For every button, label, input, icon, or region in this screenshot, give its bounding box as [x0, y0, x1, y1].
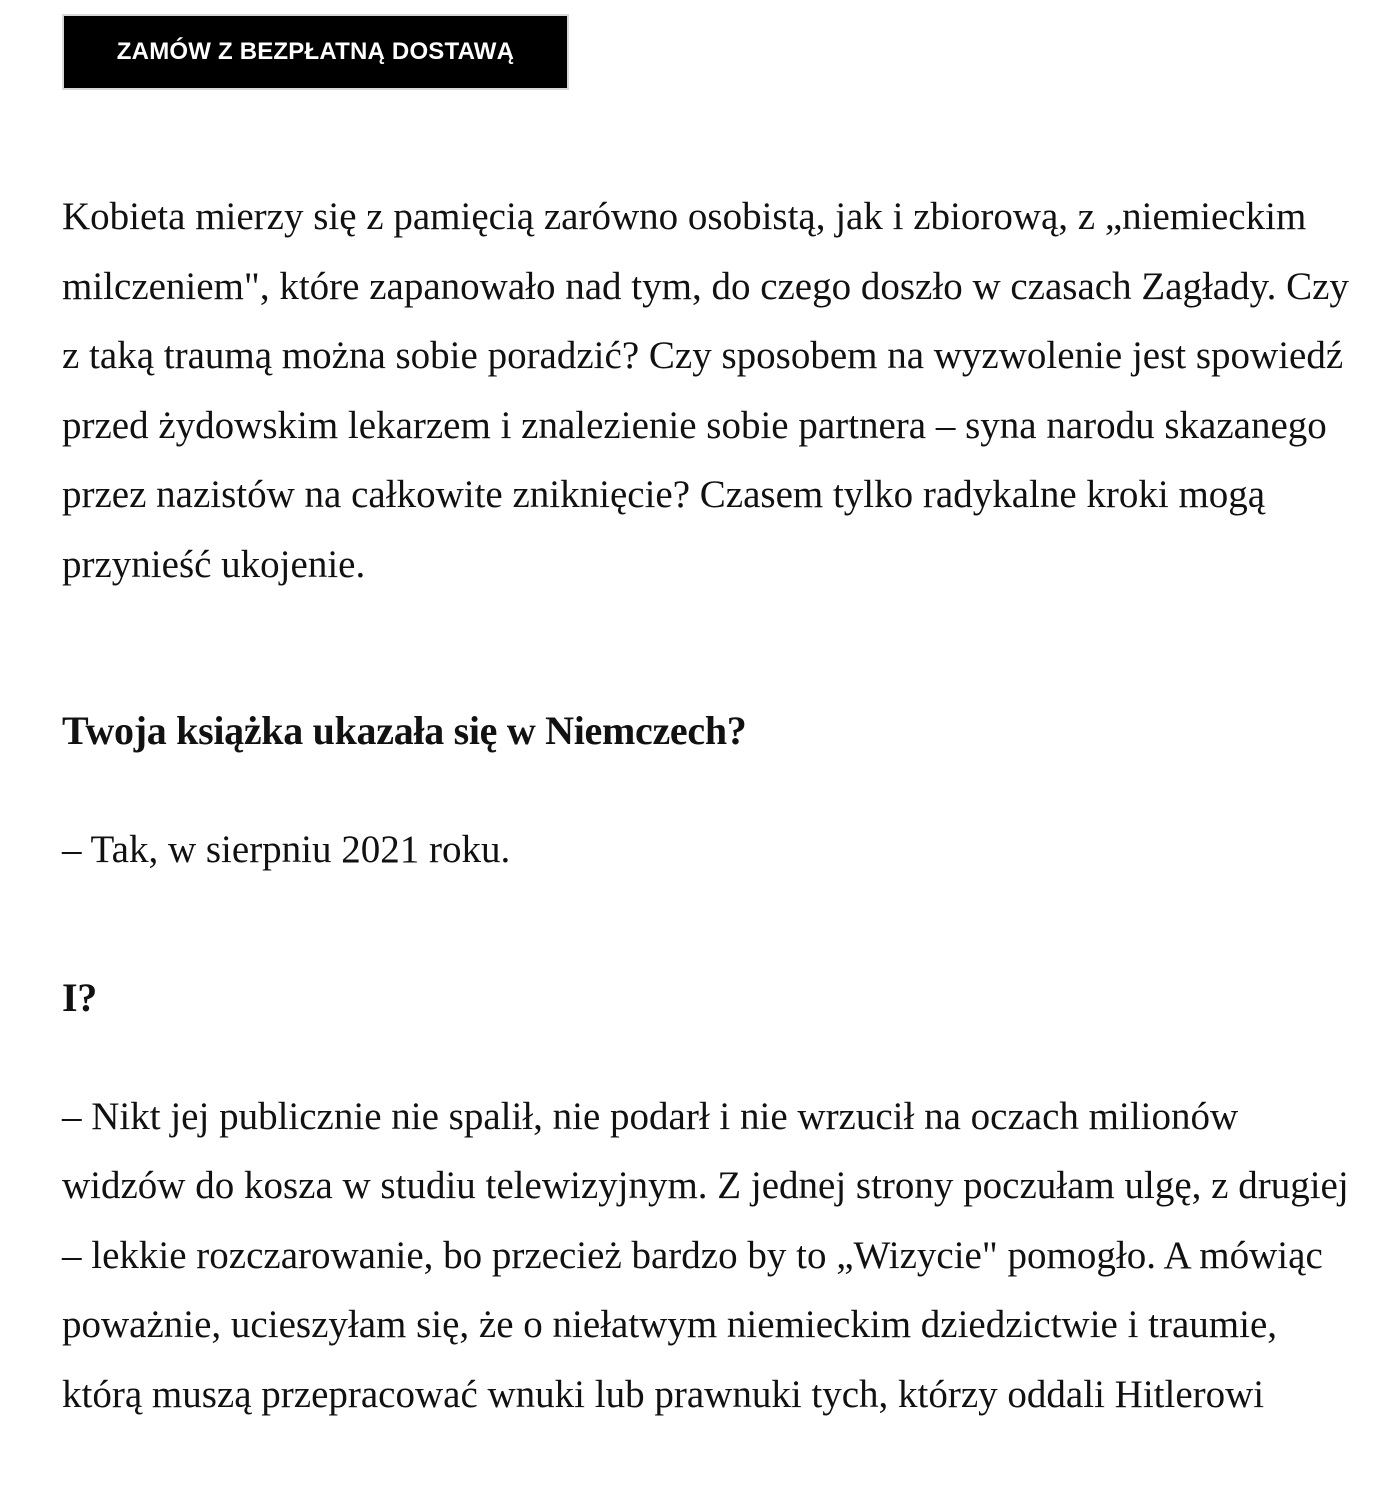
intro-paragraph: Kobieta mierzy się z pamięcią zarówno osobistą, jak i zbiorową, z „niemieckim milczeniem", które zapanowało nad tym, do czego doszło w czasach Zagłady. Czy z taką traumą można sobie poradzić? Czy sposobem na wyzwolenie jest spowiedź przed żydowskim lekarzem i znalezienie sobie partnera – syna narodu skazanego przez nazistów na całkowite zniknięcie? Czasem tylko radykalne kroki mogą przynieść ukojenie. — [62, 195, 1349, 586]
interview-question: I? — [62, 974, 97, 1020]
interview-answer: – Tak, w sierpniu 2021 roku. — [62, 828, 511, 871]
order-free-delivery-button[interactable]: ZAMÓW Z BEZPŁATNĄ DOSTAWĄ — [62, 14, 569, 90]
interview-answer: – Nikt jej publicznie nie spalił, nie podarł i nie wrzucił na oczach milionów widzów do kosza w studiu telewizyjnym. Z jednej strony poczułam ulgę, z drugiej – lekkie rozczarowanie, bo przecież bardzo by to „Wizycie" pomogło. A mówiąc poważnie, ucieszyłam się, że o niełatwym niemieckim dziedzictwie i traumie, którą muszą przepracować wnuki lub prawnuki tych, którzy oddali Hitlerowi — [62, 1094, 1349, 1416]
article-body — [62, 14, 1352, 1429]
interview-question: Twoja książka ukazała się w Niemczech? — [62, 708, 747, 753]
